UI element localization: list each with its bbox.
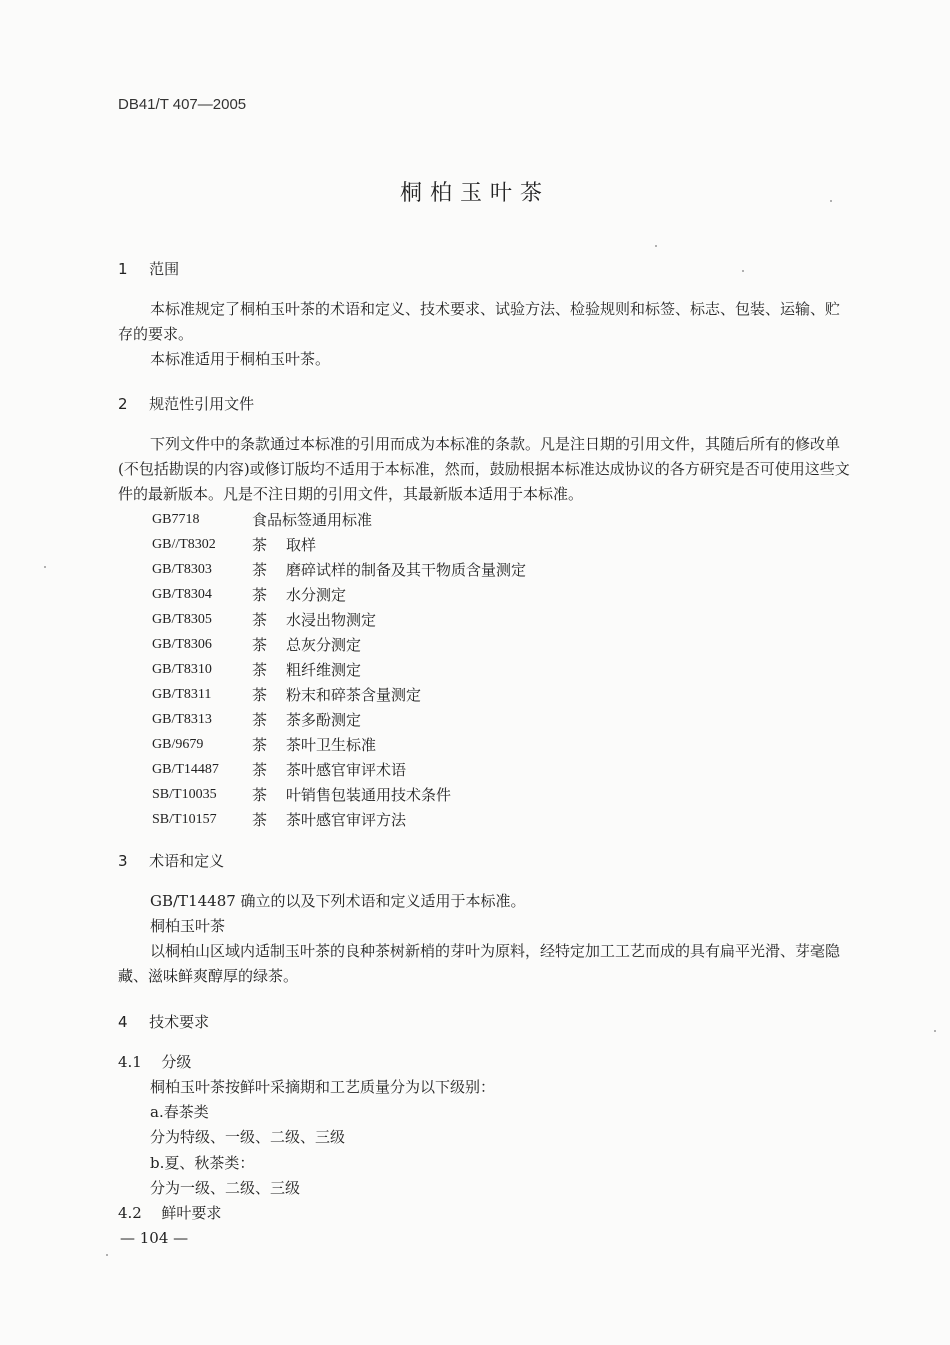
reference-title: 总灰分测定 — [286, 636, 362, 654]
reference-title: 茶叶感官审评方法 — [286, 811, 407, 829]
scan-speck — [106, 1254, 108, 1256]
scan-speck — [934, 1030, 936, 1032]
reference-code: GB//T8302 — [152, 537, 216, 552]
reference-code: GB/T8310 — [152, 662, 212, 677]
paragraph-text: 本标准适用于桐柏玉叶茶。 — [150, 350, 331, 368]
subsection-title: 分级 — [161, 1053, 192, 1071]
subsection-4-2-heading — [118, 1202, 221, 1224]
reference-category: 茶 — [252, 561, 268, 579]
section-number: 1 — [118, 260, 128, 278]
scan-speck — [44, 566, 46, 568]
section-3-paragraph-1 — [118, 889, 854, 914]
grade-a-label: a.春茶类 — [150, 1103, 209, 1121]
reference-title: 水分测定 — [286, 586, 347, 604]
subsection-title: 鲜叶要求 — [161, 1204, 222, 1222]
reference-code: GB/T8306 — [152, 637, 212, 652]
reference-code: GB/T8305 — [152, 612, 212, 627]
subsection-4-1-heading — [118, 1051, 191, 1073]
reference-category: 茶 — [252, 736, 268, 754]
term-heading — [118, 914, 854, 939]
section-number: 2 — [118, 395, 128, 413]
section-number: 4 — [118, 1013, 128, 1031]
reference-code: GB/T8313 — [152, 712, 212, 727]
section-1-paragraph-2 — [118, 347, 854, 372]
reference-code: GB/T8304 — [152, 587, 212, 602]
reference-category: 茶 — [252, 686, 268, 704]
section-title: 规范性引用文件 — [149, 395, 255, 413]
reference-title: 食品标签通用标准 — [252, 511, 373, 529]
paragraph-text: GB/T14487 确立的以及下列术语和定义适用于本标准。 — [150, 892, 526, 910]
grading-intro: 桐柏玉叶茶按鲜叶采摘期和工艺质量分为以下级别： — [150, 1078, 496, 1096]
section-1-paragraph-1 — [118, 297, 854, 347]
subsection-number: 4.1 — [118, 1053, 142, 1071]
reference-category: 茶 — [252, 636, 268, 654]
subsection-number: 4.2 — [118, 1204, 142, 1222]
document-number: DB41/T 407—2005 — [118, 96, 247, 113]
reference-title: 茶叶卫生标准 — [286, 736, 377, 754]
scan-speck — [655, 245, 657, 247]
section-title: 范围 — [149, 260, 180, 278]
paragraph-text: 本标准规定了桐柏玉叶茶的术语和定义、技术要求、试验方法、检验规则和标签、标志、包装、运输、贮存的要求。 — [118, 300, 841, 343]
scan-speck — [742, 270, 744, 272]
reference-category: 茶 — [252, 761, 268, 779]
reference-code: GB/T14487 — [152, 762, 219, 777]
term-name: 桐柏玉叶茶 — [150, 917, 226, 935]
section-4-heading — [118, 1011, 209, 1033]
section-number: 3 — [118, 852, 128, 870]
reference-title: 水浸出物测定 — [286, 611, 377, 629]
section-2-paragraph-1 — [118, 432, 854, 507]
page-number: — 104 — — [120, 1229, 189, 1247]
reference-title: 叶销售包装通用技术条件 — [286, 786, 452, 804]
page-title: 桐柏玉叶茶 — [399, 181, 550, 206]
reference-code: SB/T10035 — [152, 787, 217, 802]
reference-title: 茶叶感官审评术语 — [286, 761, 407, 779]
reference-title: 粗纤维测定 — [286, 661, 362, 679]
section-2-heading — [118, 393, 254, 415]
reference-category: 茶 — [252, 661, 268, 679]
grade-a-desc: 分为特级、一级、二级、三级 — [150, 1128, 346, 1146]
section-title: 术语和定义 — [149, 852, 225, 870]
reference-code: SB/T10157 — [152, 812, 217, 827]
paragraph-text: 下列文件中的条款通过本标准的引用而成为本标准的条款。凡是注日期的引用文件，其随后所有的修改单(不包括勘误的内容)或修订版均不适用于本标准，然而，鼓励根据本标准达成协议的各方研究是否可使用这些文件的最新版本。凡是不注日期的引用文件，其最新版本适用于本标准。 — [118, 435, 850, 503]
reference-code: GB7718 — [152, 512, 200, 527]
reference-category: 茶 — [252, 586, 268, 604]
scan-speck — [830, 200, 832, 202]
reference-title: 取样 — [286, 536, 317, 554]
reference-code: GB/9679 — [152, 737, 204, 752]
grade-b-label: b.夏、秋茶类： — [150, 1154, 255, 1172]
reference-title: 粉末和碎茶含量测定 — [286, 686, 422, 704]
reference-code: GB/T8303 — [152, 562, 212, 577]
reference-title: 茶多酚测定 — [286, 711, 362, 729]
section-title: 技术要求 — [149, 1013, 210, 1031]
reference-category: 茶 — [252, 786, 268, 804]
paragraph-text: 以桐柏山区域内适制玉叶茶的良种茶树新梢的芽叶为原料，经特定加工工艺而成的具有扁平光滑、芽毫隐藏、滋味鲜爽醇厚的绿茶。 — [118, 942, 841, 985]
reference-code: GB/T8311 — [152, 687, 212, 702]
reference-category: 茶 — [252, 611, 268, 629]
reference-category: 茶 — [252, 811, 268, 829]
reference-title: 磨碎试样的制备及其干物质含量测定 — [286, 561, 527, 579]
section-1-heading — [118, 258, 179, 280]
reference-category: 茶 — [252, 536, 268, 554]
reference-category: 茶 — [252, 711, 268, 729]
grade-b-desc: 分为一级、二级、三级 — [150, 1179, 301, 1197]
term-definition — [118, 939, 854, 989]
section-3-heading — [118, 850, 224, 872]
